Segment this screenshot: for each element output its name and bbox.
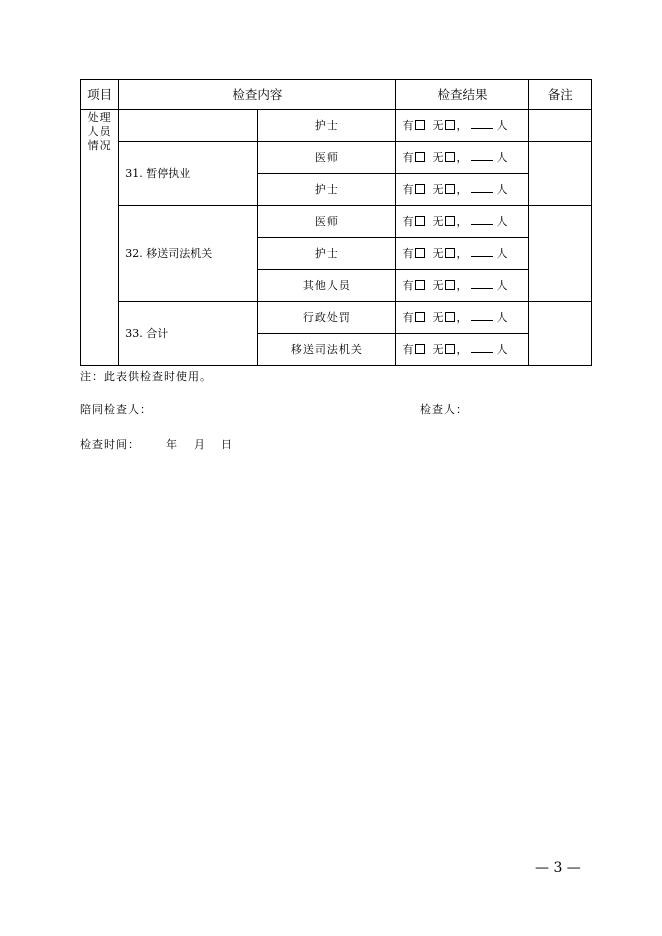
header-note: 备注	[529, 80, 592, 110]
none-checkbox[interactable]	[445, 280, 455, 290]
has-checkbox[interactable]	[415, 120, 425, 130]
category-32: 32. 移送司法机关	[119, 206, 258, 302]
none-checkbox[interactable]	[445, 248, 455, 258]
sub-item: 护士	[258, 174, 396, 206]
has-label: 有	[402, 310, 414, 324]
table-row	[81, 206, 592, 238]
header-result: 检查结果	[396, 80, 529, 110]
header-content: 检查内容	[119, 80, 396, 110]
none-checkbox[interactable]	[445, 344, 455, 354]
unit-label: 人	[496, 214, 508, 228]
count-blank[interactable]	[471, 311, 493, 321]
comma: ，	[456, 118, 468, 132]
unit-label: 人	[496, 342, 508, 356]
count-blank[interactable]	[471, 343, 493, 353]
result-cell	[396, 238, 529, 270]
table-row	[81, 110, 592, 142]
comma: ，	[456, 246, 468, 260]
has-checkbox[interactable]	[415, 312, 425, 322]
month-label: 月	[194, 438, 206, 451]
none-label: 无	[432, 118, 444, 132]
comma: ，	[456, 182, 468, 196]
none-checkbox[interactable]	[445, 184, 455, 194]
count-blank[interactable]	[471, 279, 493, 289]
note-cell	[529, 142, 592, 206]
item-label-cell	[81, 110, 119, 366]
count-blank[interactable]	[471, 183, 493, 193]
has-label: 有	[402, 118, 414, 132]
none-checkbox[interactable]	[445, 312, 455, 322]
comma: ，	[456, 310, 468, 324]
year-label: 年	[166, 438, 178, 451]
comma: ，	[456, 150, 468, 164]
result-cell	[396, 110, 529, 142]
day-label: 日	[221, 438, 233, 451]
note-cell	[529, 302, 592, 366]
table-header-row	[81, 80, 592, 110]
page-number: — 3 —	[535, 860, 581, 876]
has-label: 有	[402, 342, 414, 356]
comma: ，	[456, 214, 468, 228]
none-label: 无	[432, 246, 444, 260]
unit-label: 人	[496, 246, 508, 260]
unit-label: 人	[496, 182, 508, 196]
sub-item: 医师	[258, 206, 396, 238]
sub-item: 行政处罚	[258, 302, 396, 334]
unit-label: 人	[496, 150, 508, 164]
result-cell	[396, 334, 529, 366]
inspection-time-label: 检查时间：	[80, 438, 140, 451]
unit-label: 人	[496, 278, 508, 292]
category-33: 33. 合计	[119, 302, 258, 366]
category-empty-cell	[119, 110, 258, 142]
table-row	[81, 302, 592, 334]
sub-item: 医师	[258, 142, 396, 174]
has-label: 有	[402, 246, 414, 260]
count-blank[interactable]	[471, 247, 493, 257]
item-label: 处理人员情况	[87, 111, 112, 152]
note-cell	[529, 206, 592, 302]
unit-label: 人	[496, 310, 508, 324]
none-label: 无	[432, 150, 444, 164]
none-checkbox[interactable]	[445, 152, 455, 162]
header-item: 项目	[81, 80, 119, 110]
sub-item: 移送司法机关	[258, 334, 396, 366]
category-31: 31. 暂停执业	[119, 142, 258, 206]
has-label: 有	[402, 150, 414, 164]
sub-item: 其他人员	[258, 270, 396, 302]
has-checkbox[interactable]	[415, 184, 425, 194]
has-checkbox[interactable]	[415, 248, 425, 258]
has-label: 有	[402, 278, 414, 292]
count-blank[interactable]	[471, 119, 493, 129]
has-label: 有	[402, 214, 414, 228]
result-cell	[396, 270, 529, 302]
table-note: 注：此表供检查时使用。	[80, 370, 212, 383]
none-label: 无	[432, 214, 444, 228]
has-checkbox[interactable]	[415, 344, 425, 354]
none-label: 无	[432, 278, 444, 292]
result-cell	[396, 174, 529, 206]
unit-label: 人	[496, 118, 508, 132]
result-cell	[396, 302, 529, 334]
sub-item: 护士	[258, 110, 396, 142]
has-checkbox[interactable]	[415, 216, 425, 226]
has-checkbox[interactable]	[415, 280, 425, 290]
inspection-table	[80, 79, 592, 366]
comma: ，	[456, 278, 468, 292]
none-checkbox[interactable]	[445, 216, 455, 226]
sub-item: 护士	[258, 238, 396, 270]
has-label: 有	[402, 182, 414, 196]
has-checkbox[interactable]	[415, 152, 425, 162]
comma: ，	[456, 342, 468, 356]
none-label: 无	[432, 310, 444, 324]
result-cell	[396, 142, 529, 174]
none-label: 无	[432, 342, 444, 356]
table-row	[81, 142, 592, 174]
inspector-label: 检查人：	[420, 403, 468, 416]
count-blank[interactable]	[471, 215, 493, 225]
accompany-inspector-label: 陪同检查人：	[80, 403, 152, 416]
none-checkbox[interactable]	[445, 120, 455, 130]
result-cell	[396, 206, 529, 238]
note-cell	[529, 110, 592, 142]
none-label: 无	[432, 182, 444, 196]
count-blank[interactable]	[471, 151, 493, 161]
